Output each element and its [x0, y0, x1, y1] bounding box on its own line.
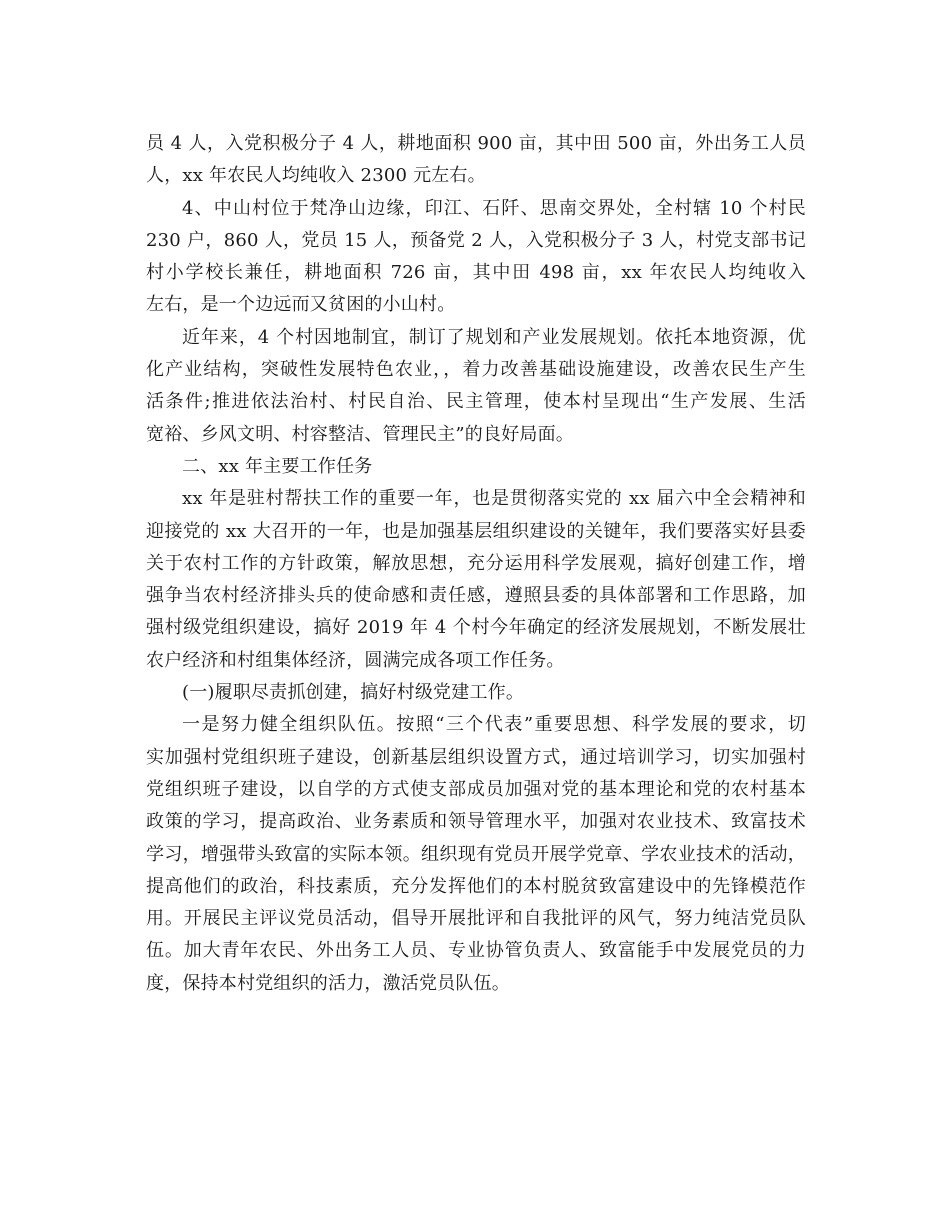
text-line: 近年来，4 个村因地制宜，制订了规划和产业发展规划。依托本地资源，优: [182, 326, 806, 348]
text-line: 宽裕、乡风文明、村容整洁、管理民主”的良好局面。: [146, 423, 574, 445]
text-line: 村小学校长兼任，耕地面积 726 亩，其中田 498 亩，xx 年农民人均纯收入: [146, 262, 806, 284]
text-line: 人，xx 年农民人均纯收入 2300 元左右。: [146, 165, 486, 187]
text-line: 党组织班子建设，以自学的方式使支部成员加强对党的基本理论和党的农村基本: [146, 778, 806, 800]
text-line: 提高他们的政治，科技素质，充分发挥他们的本村脱贫致富建设中的先锋模范作: [146, 875, 806, 897]
text-line: 230 户，860 人，党员 15 人，预备党 2 人，入党积极分子 3 人，村党支部书记: [146, 229, 806, 251]
text-line: 政策的学习，提高政治、业务素质和领导管理水平，加强对农业技术、致富技术: [146, 811, 806, 833]
text-line: 度，保持本村党组织的活力，激活党员队伍。: [146, 972, 510, 994]
text-line: 迎接党的 xx 大召开的一年，也是加强基层组织建设的关键年，我们要落实好县委: [146, 520, 806, 542]
text-line: 活条件;推进依法治村、村民自治、民主管理，使本村呈现出“生产发展、生活: [146, 391, 806, 413]
document-body: [146, 128, 806, 1000]
text-line: 4、中山村位于梵净山边缘，印江、石阡、思南交界处，全村辖 10 个村民: [182, 197, 806, 219]
text-line: 强争当农村经济排头兵的使命感和责任感，遵照县委的具体部署和工作思路，加: [146, 585, 806, 607]
section-heading: 二、xx 年主要工作任务: [182, 455, 373, 477]
text-line: xx 年是驻村帮扶工作的重要一年，也是贯彻落实党的 xx 届六中全会精神和: [182, 488, 806, 510]
text-line: 关于农村工作的方针政策，解放思想，充分运用科学发展观，搞好创建工作，增: [146, 552, 806, 574]
text-line: 化产业结构，突破性发展特色农业，，着力改善基础设施建设，改善农民生产生: [146, 359, 806, 381]
text-line: 左右，是一个边远而又贫困的小山村。: [146, 294, 456, 316]
text-line: 农户经济和村组集体经济，圆满完成各项工作任务。: [146, 649, 565, 671]
subsection-heading: (一)履职尽责抓创建，搞好村级党建工作。: [182, 682, 525, 704]
text-line: 强村级党组织建设，搞好 2019 年 4 个村今年确定的经济发展规划，不断发展壮: [146, 617, 806, 639]
text-line: 伍。加大青年农民、外出务工人员、专业协管负责人、致富能手中发展党员的力: [146, 940, 806, 962]
text-line: 一是努力健全组织队伍。按照“三个代表”重要思想、科学发展的要求，切: [182, 714, 806, 736]
text-line: 学习，增强带头致富的实际本领。组织现有党员开展学党章、学农业技术的活动，: [146, 843, 806, 865]
text-line: 实加强村党组织班子建设，创新基层组织设置方式，通过培训学习，切实加强村: [146, 746, 806, 768]
text-line: 员 4 人，入党积极分子 4 人，耕地面积 900 亩，其中田 500 亩，外出务工人员: [146, 133, 806, 154]
text-line: 用。开展民主评议党员活动，倡导开展批评和自我批评的风气，努力纯洁党员队: [146, 908, 806, 930]
